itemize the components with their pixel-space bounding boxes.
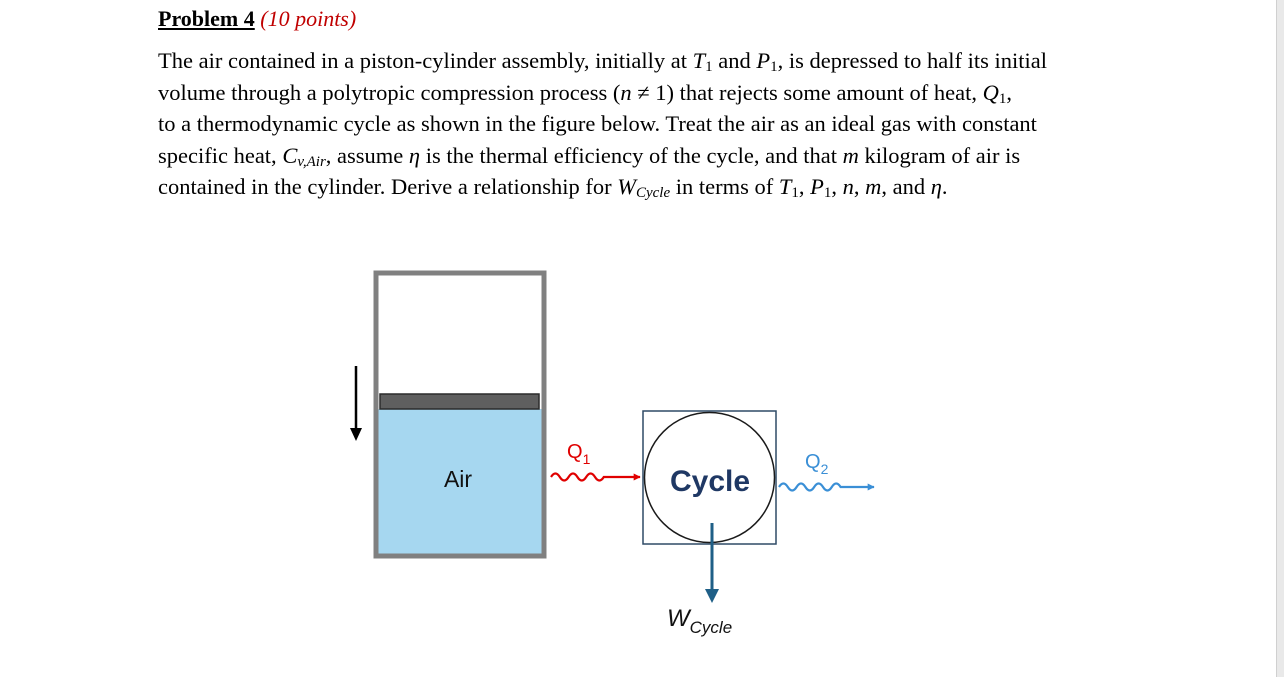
w-cycle-label: $W_{Cycle}$ (667, 605, 733, 637)
work-arrow-head (705, 589, 719, 603)
statement-line-2: volume through a polytropic compression process (n ≠ 1) that rejects some amount of heat, $Q_1$, (158, 79, 1013, 107)
piston (380, 394, 539, 409)
problem-points: (10 points) (260, 6, 357, 31)
statement-line-4: specific heat, $C_{v,Air}$, assume η is the thermal efficiency of the cycle, and that m kilogram of air is (158, 142, 1021, 170)
statement-line-5: contained in the cylinder. Derive a relationship for $W_{Cycle}$ in terms of $T_1$, $P_1$, n, m, and η. (158, 174, 948, 202)
air-label: Air (443, 466, 473, 492)
statement-line-3: to a thermodynamic cycle as shown in the figure below. Treat the air as an ideal gas with constant (158, 111, 1037, 137)
cycle-label: Cycle (669, 465, 751, 498)
compression-arrow-head (350, 428, 362, 441)
q1-heat-arrow (551, 474, 640, 481)
q2-heat-arrow (779, 484, 874, 491)
q2-label: $Q_2$ (805, 451, 829, 477)
q1-label: $Q_1$ (567, 441, 591, 467)
statement-line-1: The air contained in a piston-cylinder assembly, initially at $T_1$ and $P_1$, is depressed to half its initial (158, 48, 1047, 75)
problem-number: Problem 4 (158, 6, 255, 31)
